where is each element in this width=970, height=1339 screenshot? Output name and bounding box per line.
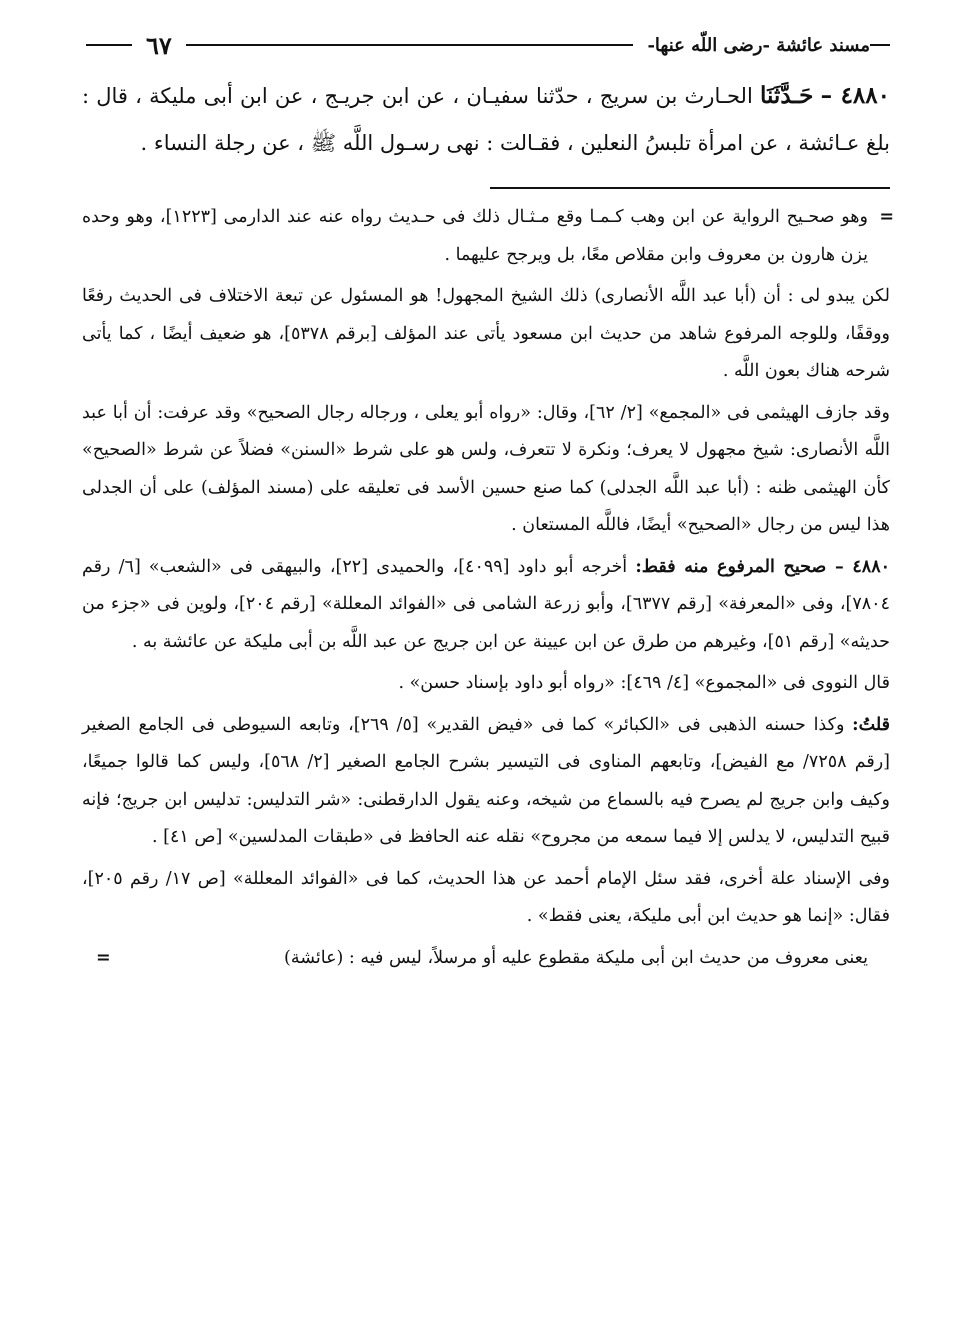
document-page [82, 24, 894, 977]
note-paragraph [82, 395, 890, 545]
hadith-text [82, 72, 890, 167]
note-text: وهو صحـيح الرواية عن ابن وهب كـمـا وقع مـثـال ذلك فى حـديث رواه عنه عند الدارمى [١٢٢٣]، وهو وحده يزن هارون بن معروف وابن مقلاص معًا، بل ويرجح عليهما . [82, 207, 868, 265]
note-last-line [82, 940, 868, 978]
running-header [82, 24, 890, 66]
header-rule [186, 44, 634, 46]
footnote-separator [490, 187, 890, 189]
note-paragraph [82, 278, 890, 391]
running-title: مسند عائشة -رضى اللّه عنها- [647, 34, 870, 56]
note-paragraph [82, 549, 890, 662]
note-text: وفى الإسناد علة أخرى، فقد سئل الإمام أحمد عن هذا الحديث، كما فى «الفوائد المعللة» [ص ١٧/ رقم ٢٠٥]، فقال: «إنما هو حديث ابن أبى مليكة، يعنى فقط» . [82, 868, 890, 926]
note-text: يعنى معروف من حديث ابن أبى مليكة مقطوع عليه أو مرسلاً، ليس فيه : (عائشة) [284, 947, 868, 968]
hadith-number: ٤٨٨٠ – [820, 82, 890, 109]
note-paragraph [82, 707, 890, 857]
hadith-opening-word: حَـدَّثَنَا [759, 82, 814, 109]
note-text: أخرجه أبو داود [٤٠٩٩]، والحميدى [٢٢]، والبيهقى فى «الشعب» [٦/ رقم ٧٨٠٤]، وفى «المعرفة» [رقم ٦٣٧٧]، وأبو زرعة الشامى فى «الفوائد المعللة» [رقم ٢٠٤]، ولوين فى «جزء من حديثه» [رقم ٥١]، وغيرهم من طرق عن ابن عيينة عن ابن جريج عن عبد اللَّه بن أبى مليكة عن عائشة به . [82, 556, 890, 652]
header-rule-short [86, 44, 132, 46]
header-dash [870, 44, 890, 46]
note-lead: قلتُ: [852, 714, 890, 735]
note-text: لكن يبدو لى : أن (أبا عبد اللَّه الأنصارى) ذلك الشيخ المجهول! هو المسئول عن تبعة الاختلاف فى الحديث رفعًا ووقفًا، وللوجه المرفوع شاهد من حديث ابن مسعود يأتى عند المؤلف [برقم ٥٣٧٨]، هو ضعيف أيضًا ، كما يأتى شرحه هناك بعون اللَّه . [82, 286, 890, 381]
footnotes [82, 199, 894, 977]
note-text: وقد جازف الهيثمى فى «المجمع» [٢/ ٦٢]، وقال: «رواه أبو يعلى ، ورجاله رجال الصحيح» وقد عرفت: أن أبا عبد اللَّه الأنصارى: شيخ مجهول لا يعرف؛ ونكرة لا تتعرف، ولس هو على شرط «السنن» فضلاً عن شرط «الصحيح» كأن الهيثمى ظنه : (أبا عبد اللَّه الجدلى) كما صنع حسين الأسد فى تعليقه على (مسند المؤلف) على أن الجدلى هذا ليس من رجال «الصحيح» أيضًا، فاللَّه المستعان . [82, 402, 890, 535]
continuation-end-mark: = [96, 947, 111, 968]
page-number: ٦٧ [146, 30, 172, 60]
note-lead: ٤٨٨٠ – صحيح المرفوع منه فقط: [635, 556, 890, 577]
note-paragraph [82, 861, 890, 936]
continuation-mark: = [879, 207, 894, 227]
note-text: قال النووى فى «المجموع» [٤/ ٤٦٩]: «رواه أبو داود بإسناد حسن» . [398, 673, 890, 693]
note-paragraph [82, 665, 890, 703]
note-paragraph [82, 199, 894, 274]
note-text: وكذا حسنه الذهبى فى «الكبائر» كما فى «فيض القدير» [٥/ ٢٦٩]، وتابعه السيوطى فى الجامع الصغير [رقم ٧٢٥٨/ مع الفيض]، وتابعهم المناوى فى التيسير بشرح الجامع الصغير [٢/ ٥٦٨]، وليس كما قالوا جميعًا، وكيف وابن جريج لم يصرح فيه بالسماع من شيخه، وعنه يقول الدارقطنى: «شر التدليس: تدليس ابن جريج؛ فإنه قبيح التدليس، لا يدلس إلا فيما سمعه من مجروح» نقله عنه الحافظ فى «طبقات المدلسين» [ص ٤١] . [82, 714, 891, 847]
hadith-body: الحـارث بن سريج ، حدّثنا سفيـان ، عن ابن جريـج ، عن ابن أبى مليكة ، قال : بلغ عـائشة ، عن امرأة تلبسُ النعلين ، فقـالت : نهى رسـول اللَّه ﷺ ، عن رجلة النساء . [82, 84, 890, 155]
